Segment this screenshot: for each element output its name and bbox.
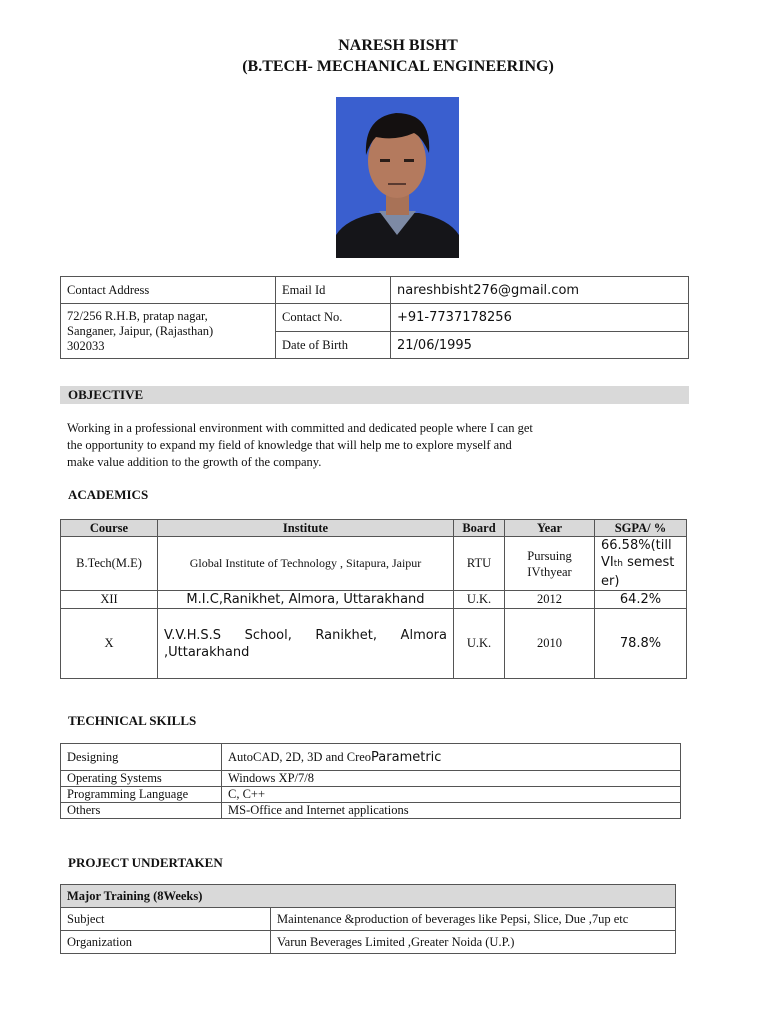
dob-label: Date of Birth (276, 332, 391, 359)
course-cell: B.Tech(M.E) (61, 537, 158, 591)
score-line: 66.58%(till (601, 538, 672, 553)
table-row (61, 591, 687, 609)
address-line: 302033 (67, 338, 105, 353)
table-row (61, 803, 681, 819)
skill-value: MS-Office and Internet applications (222, 803, 681, 819)
contact-address-value (61, 304, 276, 359)
organization-label: Organization (61, 931, 271, 954)
profile-photo (336, 97, 459, 258)
table-row (61, 537, 687, 591)
academics-heading: ACADEMICS (68, 487, 149, 502)
course-cell: X (61, 609, 158, 679)
board-cell: U.K. (454, 591, 505, 609)
organization-value: Varun Beverages Limited ,Greater Noida (U.P.) (271, 931, 676, 954)
project-title: Major Training (8Weeks) (61, 885, 676, 908)
skill-label: Others (61, 803, 222, 819)
score-part: VI (601, 555, 614, 570)
institute-line: ,Uttarakhand (164, 644, 250, 660)
project-heading: PROJECT UNDERTAKEN (68, 855, 223, 870)
skill-label: Programming Language (61, 787, 222, 803)
objective-line: make value addition to the growth of the company. (67, 455, 322, 469)
institute-cell: M.I.C,Ranikhet, Almora, Uttarakhand (158, 591, 454, 609)
skill-value-part: AutoCAD, 2D, 3D and Creo (228, 749, 372, 764)
candidate-degree: (B.TECH- MECHANICAL ENGINEERING) (242, 58, 554, 75)
institute-line: V.V.H.S.S School, Ranikhet, Almora (164, 627, 447, 643)
institute-cell: Global Institute of Technology , Sitapura, Jaipur (158, 537, 454, 591)
table-row (61, 609, 687, 679)
score-cell (595, 537, 687, 591)
year-cell: 2010 (505, 609, 595, 679)
col-course: Course (61, 520, 158, 537)
candidate-name: NARESH BISHT (338, 37, 458, 54)
col-year: Year (505, 520, 595, 537)
subject-value: Maintenance &production of beverages like Pepsi, Slice, Due ,7up etc (271, 908, 676, 931)
skill-value (222, 744, 681, 771)
col-score: SGPA/ % (595, 520, 687, 537)
score-line: er) (601, 574, 620, 589)
table-row (61, 931, 676, 954)
skill-value: C, C++ (222, 787, 681, 803)
year-cell: 2012 (505, 591, 595, 609)
objective-line: Working in a professional environment with committed and dedicated people where I can get (67, 421, 533, 435)
table-row (61, 771, 681, 787)
col-institute: Institute (158, 520, 454, 537)
objective-heading: OBJECTIVE (68, 387, 144, 402)
score-part: th (613, 559, 623, 569)
address-line: Sanganer, Jaipur, (Rajasthan) (67, 323, 214, 338)
year-cell (505, 537, 595, 591)
table-row (61, 885, 676, 908)
board-cell: RTU (454, 537, 505, 591)
score-cell: 78.8% (595, 609, 687, 679)
course-cell: XII (61, 591, 158, 609)
project-table (60, 884, 676, 954)
contact-no-label: Contact No. (276, 304, 391, 332)
contact-table (60, 276, 689, 359)
skill-value-part: Parametric (371, 749, 442, 765)
skills-table (60, 743, 681, 819)
skill-value: Windows XP/7/8 (222, 771, 681, 787)
table-row (61, 787, 681, 803)
skill-label: Designing (61, 744, 222, 771)
objective-heading-bar (60, 386, 689, 404)
table-row (61, 744, 681, 771)
year-line: Pursuing (527, 548, 572, 563)
subject-label: Subject (61, 908, 271, 931)
objective-line: the opportunity to expand my field of knowledge that will help me to explore myself and (67, 438, 512, 452)
col-board: Board (454, 520, 505, 537)
email-label: Email Id (276, 277, 391, 304)
board-cell: U.K. (454, 609, 505, 679)
contact-address-label: Contact Address (61, 277, 276, 304)
contact-no-value: +91-7737178256 (391, 304, 689, 332)
email-value: nareshbisht276@gmail.com (391, 277, 689, 304)
score-part: semest (622, 555, 675, 570)
year-line: IVthyear (527, 564, 572, 579)
address-line: 72/256 R.H.B, pratap nagar, (67, 308, 208, 323)
table-row (61, 908, 676, 931)
objective-text (67, 420, 597, 471)
institute-cell (158, 609, 454, 679)
score-line (601, 554, 680, 573)
score-cell: 64.2% (595, 591, 687, 609)
dob-value: 21/06/1995 (391, 332, 689, 359)
skills-heading: TECHNICAL SKILLS (68, 713, 197, 728)
skill-label: Operating Systems (61, 771, 222, 787)
academics-table (60, 519, 687, 679)
